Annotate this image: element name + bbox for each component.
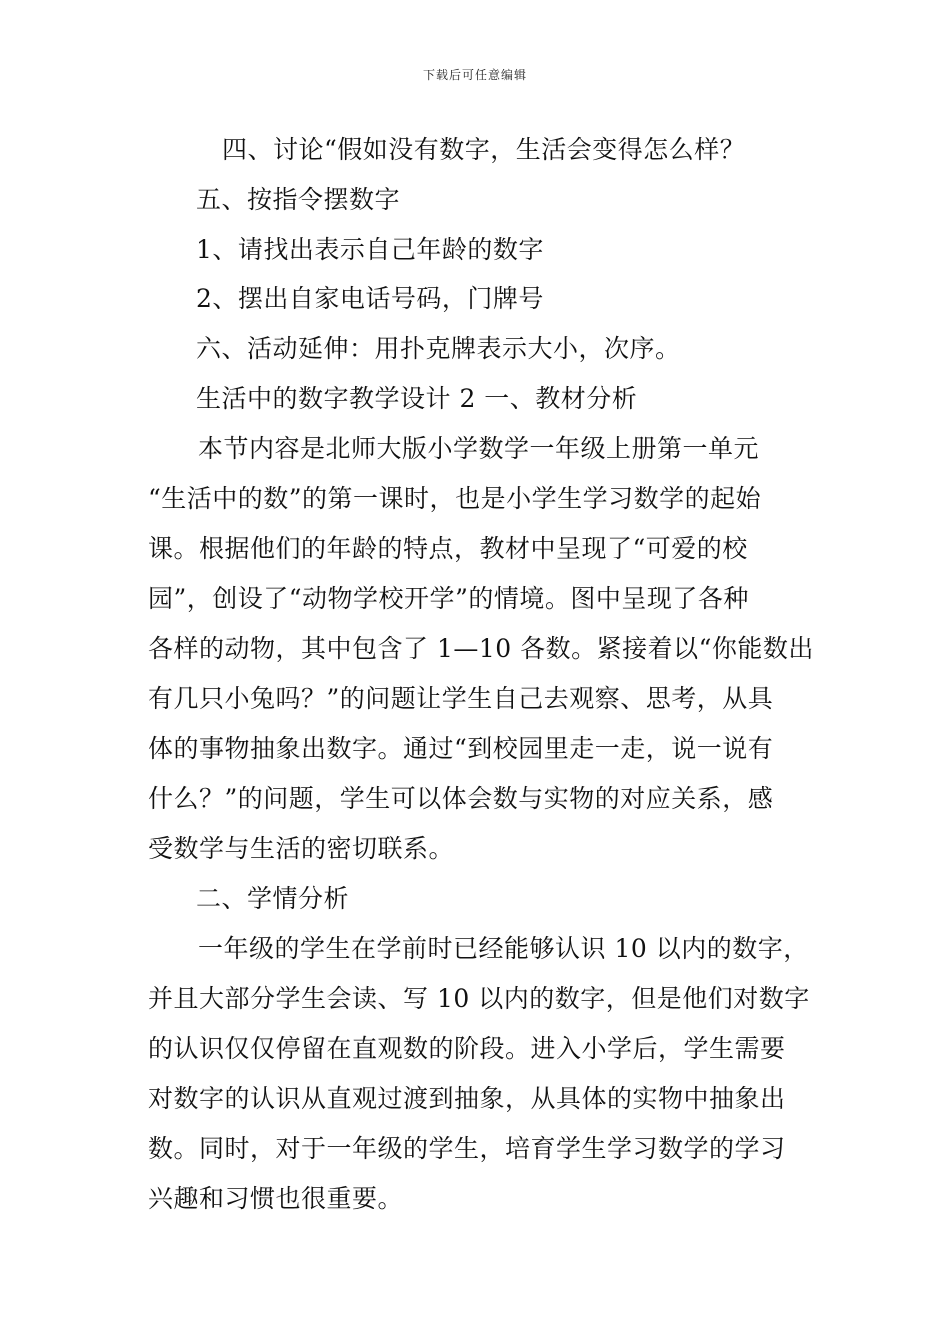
section-heading-extension: 六、活动延伸：用扑克牌表示大小，次序。 (196, 334, 681, 363)
paragraph-line: 体的事物抽象出数字。通过“到校园里走一走，说一说有 (148, 734, 774, 763)
paragraph-line: 园”，创设了“动物学校开学”的情境。图中呈现了各种 (148, 584, 749, 613)
section-heading-design-2: 生活中的数字教学设计 2 一、教材分析 (196, 384, 638, 413)
paragraph-line: 数。同时，对于一年级的学生，培育学生学习数学的学习 (148, 1134, 786, 1163)
paragraph-line: 有几只小兔吗？”的问题让学生自己去观察、思考，从具 (148, 684, 774, 713)
paragraph-line: 受数学与生活的密切联系。 (148, 834, 455, 863)
paragraph-line: 各样的动物，其中包含了 1—10 各数。紧接着以“你能数出 (148, 634, 814, 663)
paragraph-line: 兴趣和习惯也很重要。 (148, 1184, 404, 1213)
section-heading-discussion: 四、讨论“假如没有数字，生活会变得怎么样？ (222, 135, 746, 164)
page-header: 下载后可任意编辑 (422, 68, 527, 82)
paragraph-line: 什么？”的问题，学生可以体会数与实物的对应关系，感 (148, 784, 774, 813)
section-heading-arrange-numbers: 五、按指令摆数字 (196, 185, 401, 214)
paragraph-line: “生活中的数”的第一课时，也是小学生学习数学的起始 (148, 484, 762, 513)
paragraph-line: 本节内容是北师大版小学数学一年级上册第一单元 (198, 434, 760, 463)
paragraph-line: 一年级的学生在学前时已经能够认识 10 以内的数字， (198, 934, 809, 963)
paragraph-line: 课。根据他们的年龄的特点，教材中呈现了“可爱的校 (148, 534, 748, 563)
list-item-phone: 2、摆出自家电话号码，门牌号 (196, 284, 544, 313)
paragraph-line: 的认识仅仅停留在直观数的阶段。进入小学后，学生需要 (148, 1034, 786, 1063)
list-item-age: 1、请找出表示自己年龄的数字 (196, 235, 544, 264)
paragraph-line: 并且大部分学生会读、写 10 以内的数字，但是他们对数字 (148, 984, 810, 1013)
section-heading-student-analysis: 二、学情分析 (196, 884, 350, 913)
paragraph-line: 对数字的认识从直观过渡到抽象，从具体的实物中抽象出 (148, 1084, 786, 1113)
